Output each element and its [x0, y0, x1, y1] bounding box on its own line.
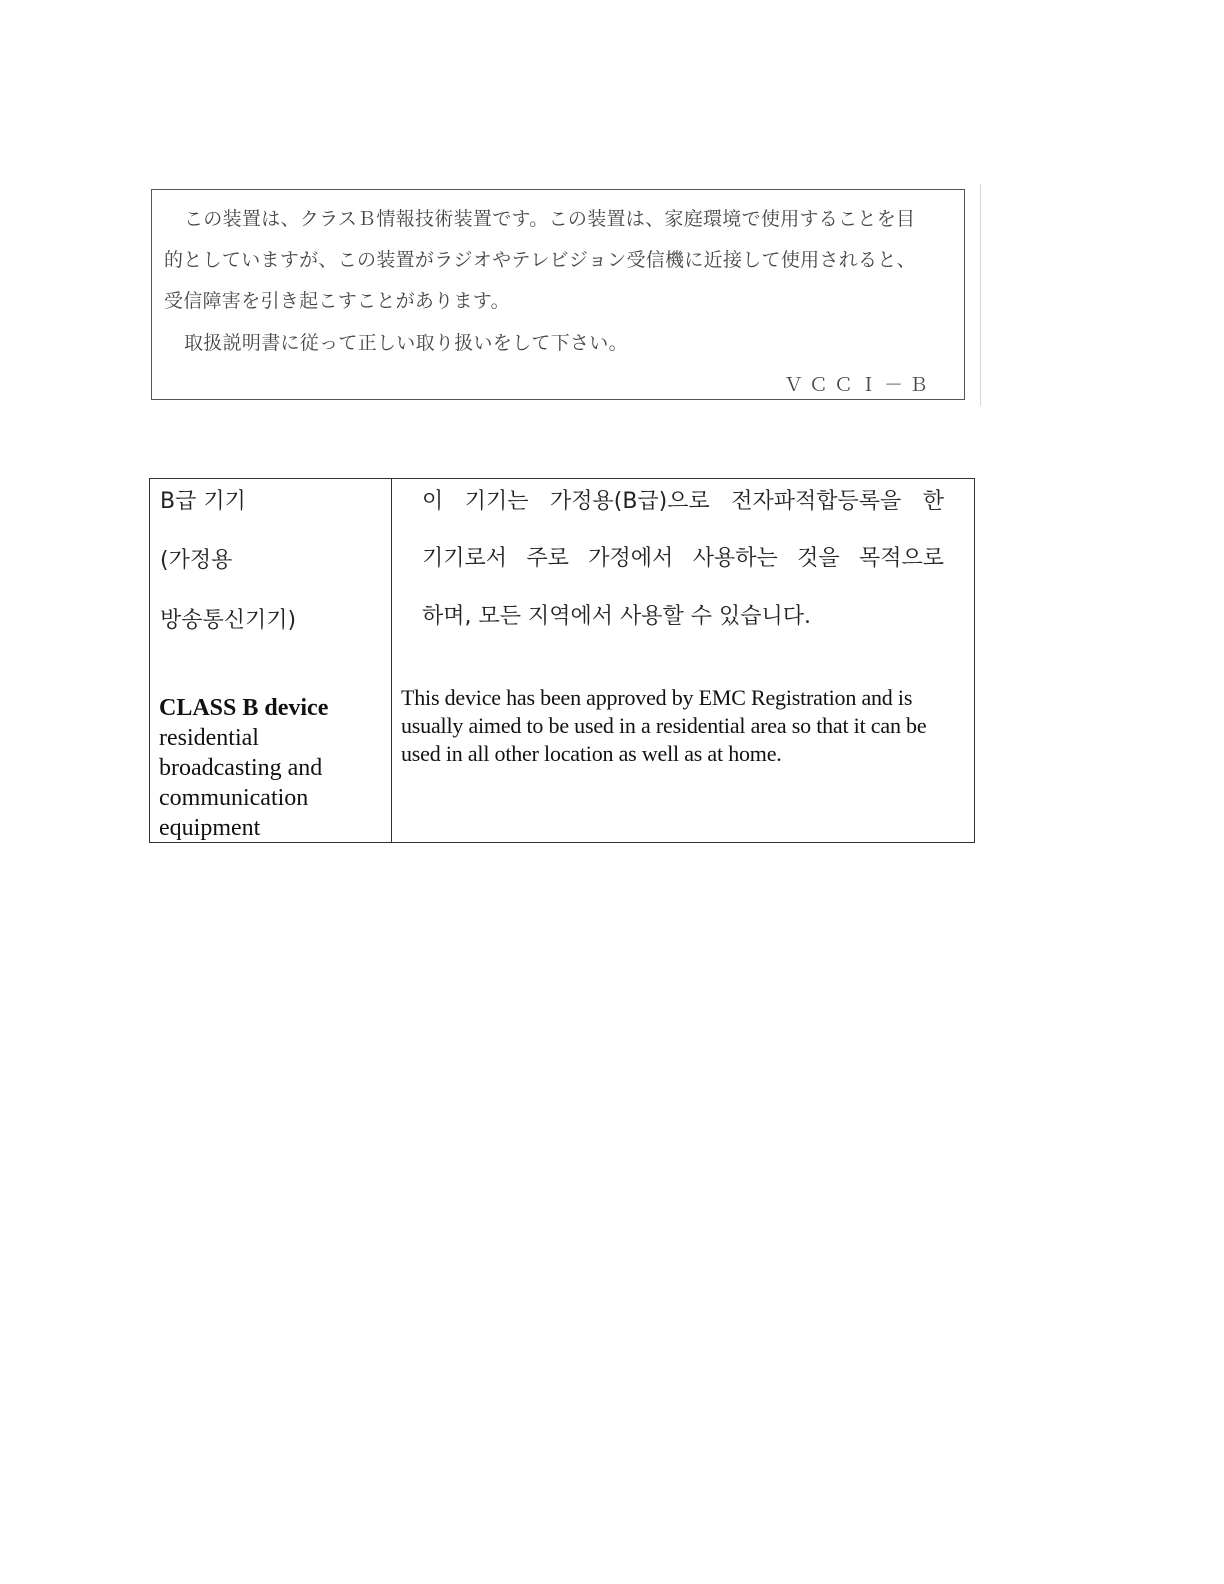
vcci-text-line-3: 受信障害を引き起こすことがあります。: [164, 290, 510, 312]
kc-notice-table: [149, 478, 975, 843]
vcci-class-mark: ＶＣＣＩ－Ｂ: [783, 374, 934, 396]
ko-device-class-line-2: (가정용: [160, 548, 233, 573]
ko-notice-line-1: 이 기기는 가정용(B급)으로 전자파적합등록을 한: [422, 489, 944, 514]
vcci-notice-box: [151, 189, 965, 400]
en-device-class: [159, 693, 384, 843]
en-device-class-description: residential broadcasting and communication equipment: [159, 725, 323, 841]
ko-notice-line-2: 기기로서 주로 가정에서 사용하는 것을 목적으로: [422, 546, 944, 571]
table-column-divider: [391, 479, 392, 842]
vcci-text-line-2: 的としていますが、この装置がラジオやテレビジョン受信機に近接して使用されると、: [164, 249, 916, 271]
ko-device-class-line-3: 방송통신기기): [160, 608, 297, 633]
vcci-text-line-4: 取扱説明書に従って正しい取り扱いをして下さい。: [184, 332, 628, 354]
en-device-class-title: CLASS B device: [159, 695, 329, 721]
box-shadow-rule: [980, 184, 981, 406]
ko-notice-line-3: 하며, 모든 지역에서 사용할 수 있습니다.: [422, 604, 811, 629]
vcci-text-line-1: この装置は、クラスＢ情報技術装置です。この装置は、家庭環境で使用することを目: [184, 208, 916, 230]
en-notice-text: This device has been approved by EMC Registration and is usually aimed to be used in a residential area so that it can be used in all other location as well as at home.: [401, 685, 927, 766]
ko-device-class-line-1: B급 기기: [160, 489, 246, 514]
